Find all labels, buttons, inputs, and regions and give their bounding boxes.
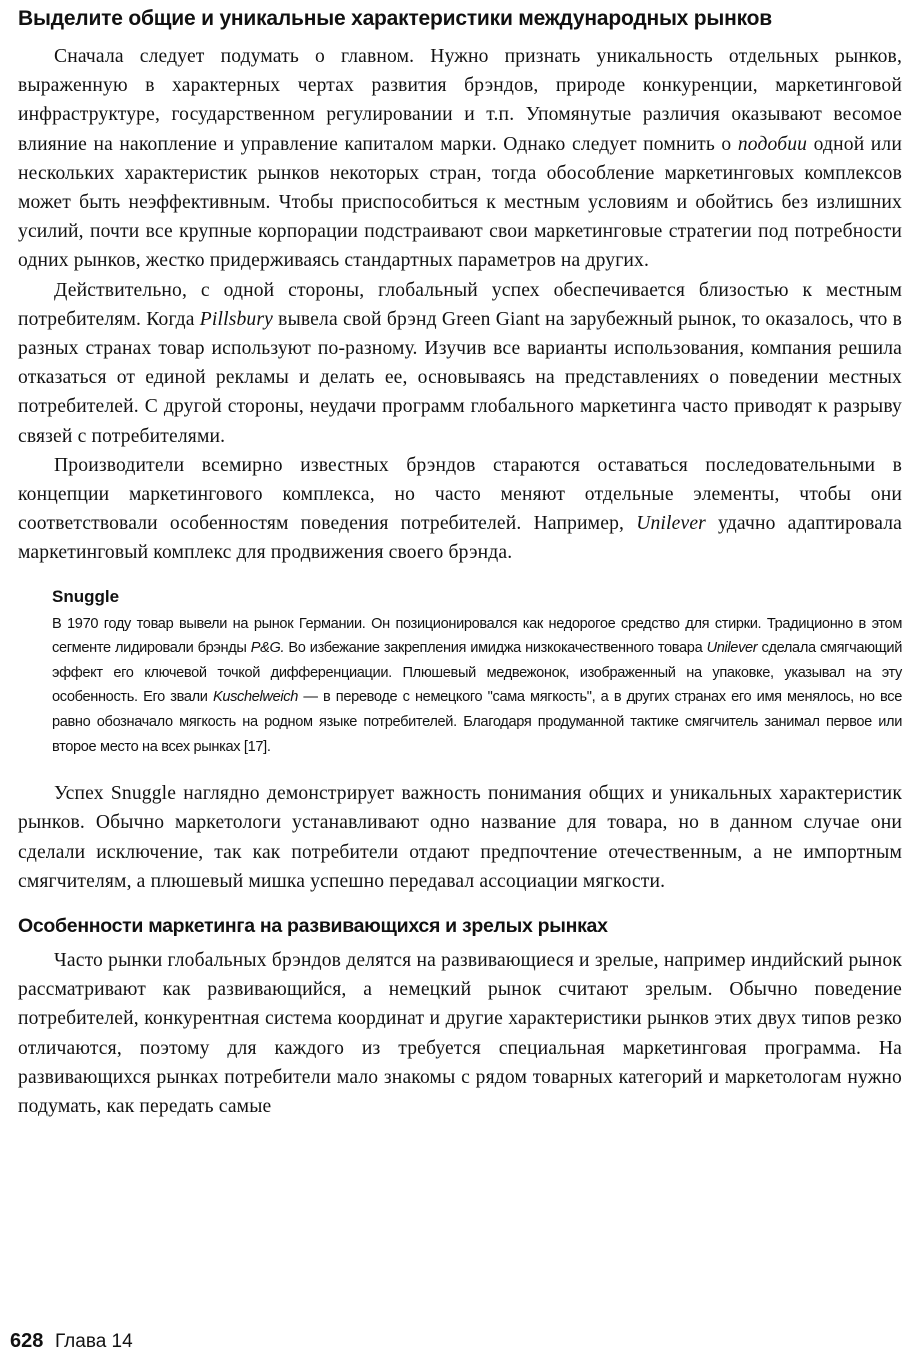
case-study-text-b: Во избежание закрепления имиджа низкокачественного товара: [284, 640, 707, 657]
case-study-box: [52, 584, 902, 760]
chapter-label: Глава 14: [54, 1331, 133, 1352]
case-study-text-d: — в переводе с немецкого "сама мягкость", а в других странах его имя менялось, но все равно обозначало мягкость на родном языке потребителей. Благодаря продуманной тактике смягчитель занимал первое или второе место на всех рынках [17].: [52, 689, 902, 755]
page-number: 628: [10, 1330, 44, 1352]
page-content: [18, 6, 902, 1121]
paragraph-2-text-a: Действительно, с одной стороны, глобальный успех обеспечивается близостью к местным потребителям. Когда: [18, 279, 902, 330]
case-study-italic-pg: P&G.: [250, 640, 285, 657]
paragraph-3: [18, 451, 902, 568]
paragraph-2-text-b: вывела свой брэнд Green Giant на зарубежный рынок, то оказалось, что в разных странах товар используют по-разному. Изучив все варианты использования, компания решила отказаться от единой рекламы и делать ее, основываясь на представлениях о поведении местных потребителей. С другой стороны, неудачи программ глобального маркетинга часто приводят к разрыву связей с потребителями.: [18, 308, 902, 447]
case-study-text: [52, 612, 902, 760]
section-heading: Выделите общие и уникальные характеристики международных рынков: [18, 7, 773, 30]
page-footer: [10, 1330, 133, 1353]
paragraph-2: [18, 276, 902, 451]
paragraph-4: Успех Snuggle наглядно демонстрирует важность понимания общих и уникальных характеристик рынков. Обычно маркетологи устанавливают одно название для товара, но в данном случае они сделали исключение, так как потребители отдают предпочтение отечественным, а не импортным смягчителям, а плюшевый мишка успешно передавал ассоциации мягкости.: [18, 783, 902, 892]
case-study-italic-kuschelweich: Kuschelweich: [212, 689, 298, 706]
paragraph-5: Часто рынки глобальных брэндов делятся на развивающиеся и зрелые, например индийский рынок рассматривают как развивающийся, а немецкий рынок считают зрелым. Обычно поведение потребителей, конкурентная система координат и другие характеристики рынков этих двух типов резко отличаются, поэтому для каждого из требуется специальная маркетинговая программа. На развивающихся рынках потребители мало знакомы с рядом товарных категорий и маркетологам нужно подумать, как передать самые: [18, 950, 902, 1118]
paragraph-1: [18, 42, 902, 276]
paragraph-1-italic: подобии: [737, 133, 808, 155]
paragraph-3-italic: Unilever: [636, 513, 706, 535]
case-study-text-c: сделала смягчающий эффект его ключевой точкой дифференциации. Плюшевый медвежонок, изображенный на упаковке, указывал на эту особенность. Его звали: [52, 640, 902, 706]
paragraph-3-text-a: Производители всемирно известных брэндов стараются оставаться последовательными в концепции маркетингового комплекса, но часто меняют отдельные элементы, чтобы они соответствовали особенностям поведения потребителей. Например,: [18, 454, 902, 535]
case-study-title: Snuggle: [52, 586, 120, 606]
case-study-italic-unilever: Unilever: [706, 640, 758, 657]
paragraph-1-text-b: одной или нескольких характеристик рынков некоторых стран, тогда обособление маркетинговых комплексов может быть неэффективным. Чтобы приспособиться к местным условиям и обойтись без излишних усилий, почти все крупные корпорации подстраивают свои маркетинговые стратегии под потребности одних рынков, жестко придерживаясь стандартных параметров на других.: [18, 133, 902, 272]
subsection-heading: Особенности маркетинга на развивающихся и зрелых рынках: [18, 915, 608, 938]
paragraph-2-italic: Pillsbury: [199, 308, 273, 330]
case-study-text-a: В 1970 году товар вывели на рынок Германии. Он позиционировался как недорогое средство для стирки. Традиционно в этом сегменте лидировали брэнды: [52, 615, 902, 657]
paragraph-3-text-b: удачно адаптировала маркетинговый комплекс для продвижения своего брэнда.: [18, 513, 903, 564]
paragraph-1-text-a: Сначала следует подумать о главном. Нужно признать уникальность отдельных рынков, выраженную в характерных чертах развития брэндов, природе конкуренции, маркетинговой инфраструктуре, государственном регулировании и т.п. Упомянутые различия оказывают весомое влияние на накопление и управление капиталом марки. Однако следует помнить о: [18, 46, 902, 155]
